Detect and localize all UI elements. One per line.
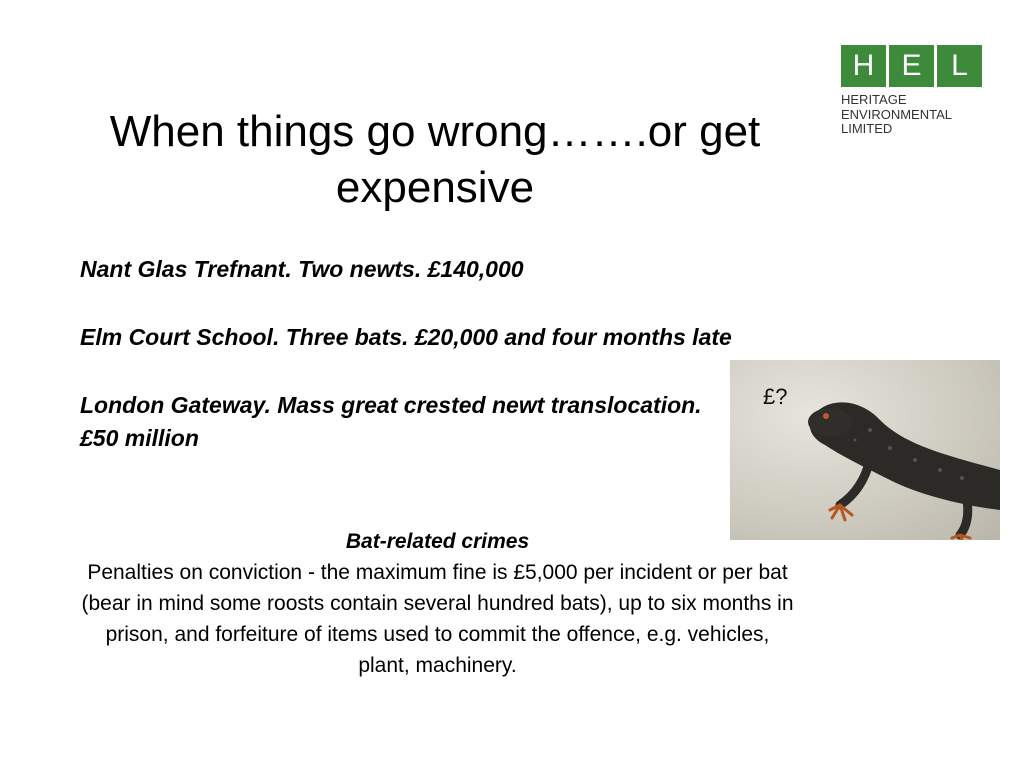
logo-letter-l: L (937, 45, 982, 87)
case-list (80, 253, 740, 490)
company-logo (841, 45, 987, 137)
logo-line-limited: LIMITED (841, 121, 893, 136)
logo-letter-e: E (889, 45, 934, 87)
newt-photo (730, 360, 1000, 540)
logo-line-environmental: ENVIRONMENTAL (841, 106, 952, 122)
penalties-text: Penalties on conviction - the maximum fine is £5,000 per incident or per bat (bear in mind some roosts contain several hundred bats), up to six months in prison, and forfeiture of items used to commit the offence, e.g. vehicles, plant, machinery. (81, 561, 794, 677)
penalties-section (80, 526, 795, 681)
logo-line-heritage: HERITAGE (841, 92, 907, 107)
logo-letter-boxes (841, 45, 987, 87)
logo-letter-h: H (841, 45, 886, 87)
slide-title: When things go wrong…….or get expensive (109, 107, 761, 212)
photo-price-label: £? (763, 384, 788, 409)
penalties-heading: Bat-related crimes (345, 530, 530, 553)
case-item-nant-glas: Nant Glas Trefnant. Two newts. £140,000 (80, 256, 524, 282)
case-item-elm-court: Elm Court School. Three bats. £20,000 and four months late (80, 324, 732, 350)
case-item-london-gateway: London Gateway. Mass great crested newt translocation. £50 million (80, 392, 702, 451)
